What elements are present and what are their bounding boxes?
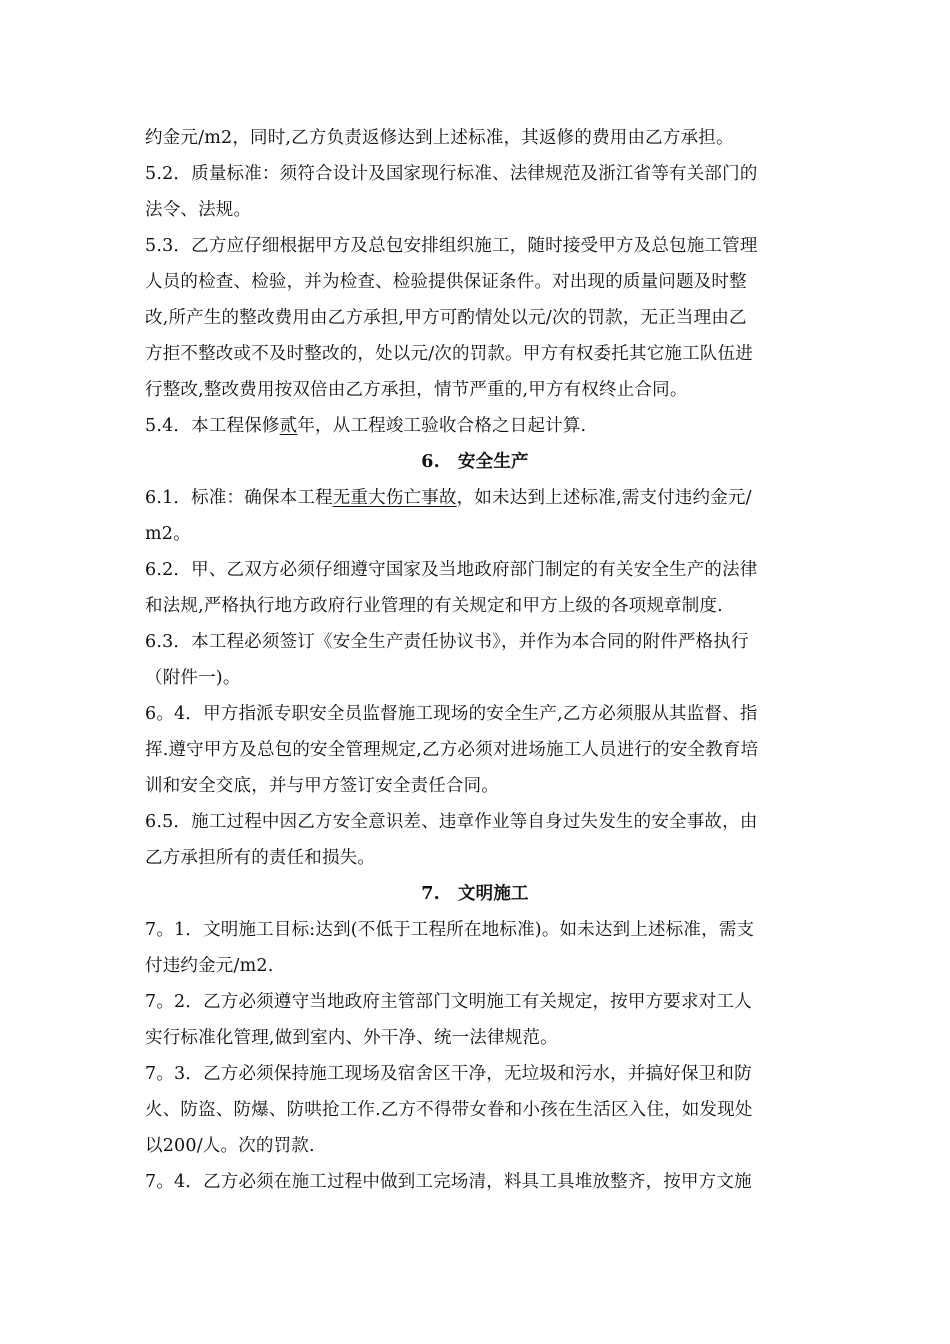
text-line: 方拒不整改或不及时整改的，处以元/次的罚款。甲方有权委托其它施工队伍进 xyxy=(145,344,753,364)
section-title: 文明施工 xyxy=(457,884,529,904)
clause-6-1-before: 6.1．标准：确保本工程 xyxy=(145,488,333,508)
text-line: 挥.遵守甲方及总包的安全管理规定,乙方必须对进场施工人员进行的安全教育培 xyxy=(145,740,759,760)
text-line: m2。 xyxy=(145,524,191,544)
text-line: 约金元/m2，同时,乙方负责返修达到上述标准，其返修的费用由乙方承担。 xyxy=(145,128,734,148)
text-line: 5.2．质量标准：须符合设计及国家现行标准、法律规范及浙江省等有关部门的 xyxy=(145,164,758,184)
clause-5-4 xyxy=(145,408,805,444)
text-line: 7。4．乙方必须在施工过程中做到工完场清，料具工具堆放整齐，按甲方文施 xyxy=(145,1172,752,1192)
clause-5-4-after: 年，从工程竣工验收合格之日起计算. xyxy=(297,416,587,436)
text-line: 和法规,严格执行地方政府行业管理的有关规定和甲方上级的各项规章制度. xyxy=(145,596,723,616)
section-heading-7 xyxy=(145,876,805,912)
text-line: 火、防盗、防爆、防哄抢工作.乙方不得带女眷和小孩在生活区入住，如发现处 xyxy=(145,1100,753,1120)
text-line: 乙方承担所有的责任和损失。 xyxy=(145,848,376,868)
clause-5-4-before: 5.4．本工程保修 xyxy=(145,416,280,436)
text-line: 实行标准化管理,做到室内、外干净、统一法律规范。 xyxy=(145,1028,558,1048)
warranty-years: 贰 xyxy=(279,416,298,436)
text-line: 行整改,整改费用按双倍由乙方承担，情节严重的,甲方有权终止合同。 xyxy=(145,380,688,400)
text-line: 6。4．甲方指派专职安全员监督施工现场的安全生产,乙方必须服从其监督、指 xyxy=(145,704,758,724)
text-line: 人员的检查、检验，并为检查、检验提供保证条件。对出现的质量问题及时整 xyxy=(145,272,747,292)
safety-target: 无重大伤亡事故 xyxy=(332,488,457,508)
text-line: 训和安全交底，并与甲方签订安全责任合同。 xyxy=(145,776,499,796)
text-line: 5.3．乙方应仔细根据甲方及总包安排组织施工，随时接受甲方及总包施工管理 xyxy=(145,236,758,256)
text-line: 以200/人。次的罚款. xyxy=(145,1136,315,1156)
clause-6-1 xyxy=(145,480,805,516)
text-line: 6.3．本工程必须签订《安全生产责任协议书》，并作为本合同的附件严格执行 xyxy=(145,632,749,652)
section-number: 6. xyxy=(421,452,440,472)
text-line: 6.2．甲、乙双方必须仔细遵守国家及当地政府部门制定的有关安全生产的法律 xyxy=(145,560,758,580)
section-heading-6 xyxy=(145,444,805,480)
text-line: （附件一)。 xyxy=(145,668,241,688)
text-line: 6.5．施工过程中因乙方安全意识差、违章作业等自身过失发生的安全事故，由 xyxy=(145,812,758,832)
clause-6-1-after: ，如未达到上述标准,需支付违约金元/ xyxy=(456,488,752,508)
text-line: 法令、法规。 xyxy=(145,200,252,220)
text-line: 付违约金元/m2. xyxy=(145,956,274,976)
text-line: 7。1．文明施工目标:达到(不低于工程所在地标准)。如未达到上述标准，需支 xyxy=(145,920,755,940)
text-line: 改,所产生的整改费用由乙方承担,甲方可酌情处以元/次的罚款，无正当理由乙 xyxy=(145,308,747,328)
text-line: 7。2．乙方必须遵守当地政府主管部门文明施工有关规定，按甲方要求对工人 xyxy=(145,992,752,1012)
text-line: 7。3．乙方必须保持施工现场及宿舍区干净，无垃圾和污水，并搞好保卫和防 xyxy=(145,1064,752,1084)
section-title: 安全生产 xyxy=(457,452,529,472)
section-number: 7. xyxy=(421,884,440,904)
